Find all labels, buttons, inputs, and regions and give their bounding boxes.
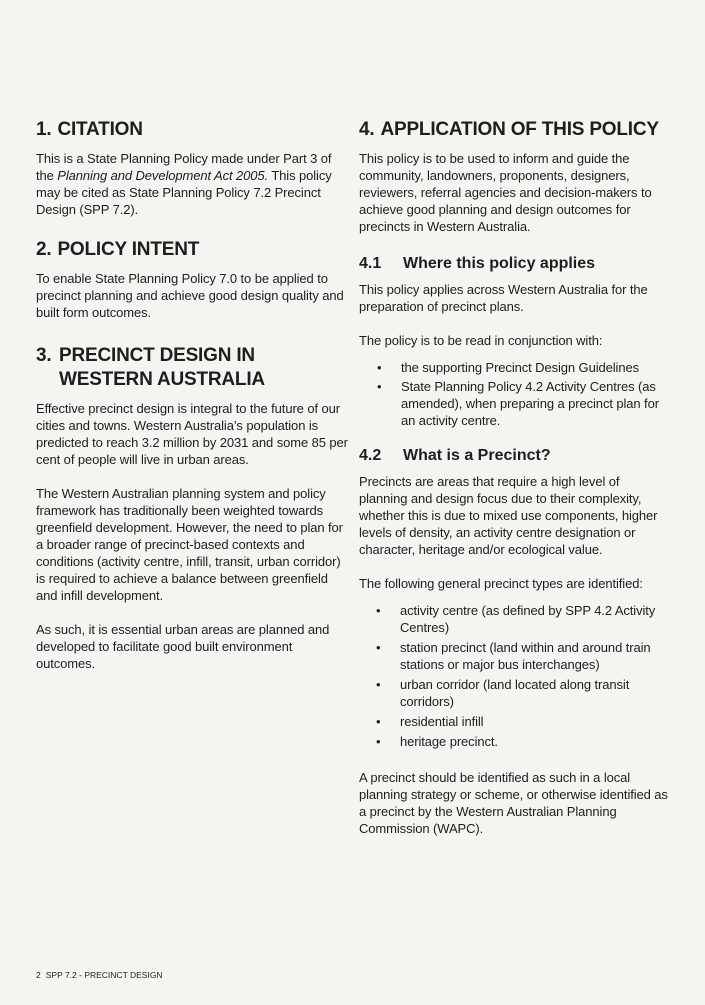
subsection-number: 4.1 [359, 255, 382, 272]
section-title: APPLICATION OF THIS POLICY [380, 119, 659, 140]
section-heading [36, 238, 348, 262]
section-precinct-design [36, 344, 348, 672]
page-number: 2 [36, 970, 41, 980]
section-title [59, 344, 265, 392]
body-paragraph: This policy applies across Western Australia for the preparation of precinct plans. [359, 282, 648, 314]
list-item: • station precinct (land within and around train stations or major bus interchanges) [400, 639, 671, 673]
citation-text-end: This policy may be cited as State Planning Policy 7.2 Precinct Design (SPP 7.2). [36, 168, 332, 217]
subsection-title: Where this policy applies [403, 255, 596, 272]
body-paragraph: The following general precinct types are identified: [359, 576, 643, 591]
section-title-line: PRECINCT DESIGN IN [59, 345, 255, 366]
section-title: POLICY INTENT [57, 239, 200, 260]
citation-paragraph [36, 150, 348, 218]
section-title-line: WESTERN AUSTRALIA [59, 369, 265, 390]
section-citation [36, 118, 348, 218]
list-item: • urban corridor (land located along transit corridors) [400, 676, 671, 710]
section-heading [36, 118, 348, 142]
subsection-number: 4.2 [359, 447, 382, 464]
citation-text-start: This is a State Planning Policy made under Part 3 of the [36, 151, 332, 183]
list-item: • residential infill [400, 713, 671, 730]
bullet-list [359, 359, 671, 429]
left-column [36, 118, 348, 672]
section-number: 3. [36, 345, 52, 366]
section-heading [36, 344, 348, 392]
body-paragraph: A precinct should be identified as such in a local planning strategy or scheme, or otherwise identified as a precinct by the Western Australian Planning Commission (WAPC). [359, 770, 668, 836]
section-number: 4. [359, 119, 375, 140]
page-footer [36, 970, 163, 980]
body-paragraph: Effective precinct design is integral to the future of our cities and towns. Western Australia’s population is predicted to reach 3.2 million by 2031 and some 85 per cent of people will live in urban areas. [36, 401, 348, 467]
body-paragraph: Precincts are areas that require a high level of planning and design focus due to their complexity, whether this is due to mixed use components, higher levels of density, an activity centre designation or character, heritage and/or ecological value. [359, 474, 658, 557]
section-heading [359, 118, 671, 142]
body-paragraph: The Western Australian planning system and policy framework has traditionally been weighted towards greenfield development. However, the need to plan for a broader range of precinct-based contexts and conditions (activity centre, infill, transit, urban corridor) is required to achieve a balance between greenfield and infill development. [36, 486, 343, 603]
document-name: SPP 7.2 - PRECINCT DESIGN [45, 970, 163, 980]
section-number: 1. [36, 119, 52, 140]
bullet-list [359, 602, 671, 750]
application-paragraph: This policy is to be used to inform and guide the community, landowners, proponents, designers, reviewers, referral agencies and decision-makers to achieve good planning and design outcomes for precincts in Western Australia. [359, 151, 652, 234]
section-title: CITATION [57, 119, 143, 140]
subsection-title: What is a Precinct? [403, 447, 551, 464]
right-column [359, 118, 671, 837]
section-where-applies [359, 253, 671, 429]
section-number: 2. [36, 239, 52, 260]
subsection-heading [359, 253, 671, 275]
section-what-is-precinct [359, 445, 671, 837]
body-paragraph: As such, it is essential urban areas are planned and developed to facilitate good built environment outcomes. [36, 622, 330, 671]
list-item: • activity centre (as defined by SPP 4.2 Activity Centres) [400, 602, 671, 636]
list-item: • the supporting Precinct Design Guidelines [401, 359, 671, 376]
list-item: • State Planning Policy 4.2 Activity Centres (as amended), when preparing a precinct plan for an activity centre. [401, 378, 671, 429]
subsection-heading [359, 445, 671, 467]
policy-intent-paragraph: To enable State Planning Policy 7.0 to be applied to precinct planning and achieve good design quality and built form outcomes. [36, 271, 344, 320]
section-policy-intent [36, 238, 348, 321]
section-application [359, 118, 671, 235]
act-name: Planning and Development Act 2005. [57, 168, 269, 183]
body-paragraph: The policy is to be read in conjunction with: [359, 333, 603, 348]
list-item: • heritage precinct. [400, 733, 671, 750]
